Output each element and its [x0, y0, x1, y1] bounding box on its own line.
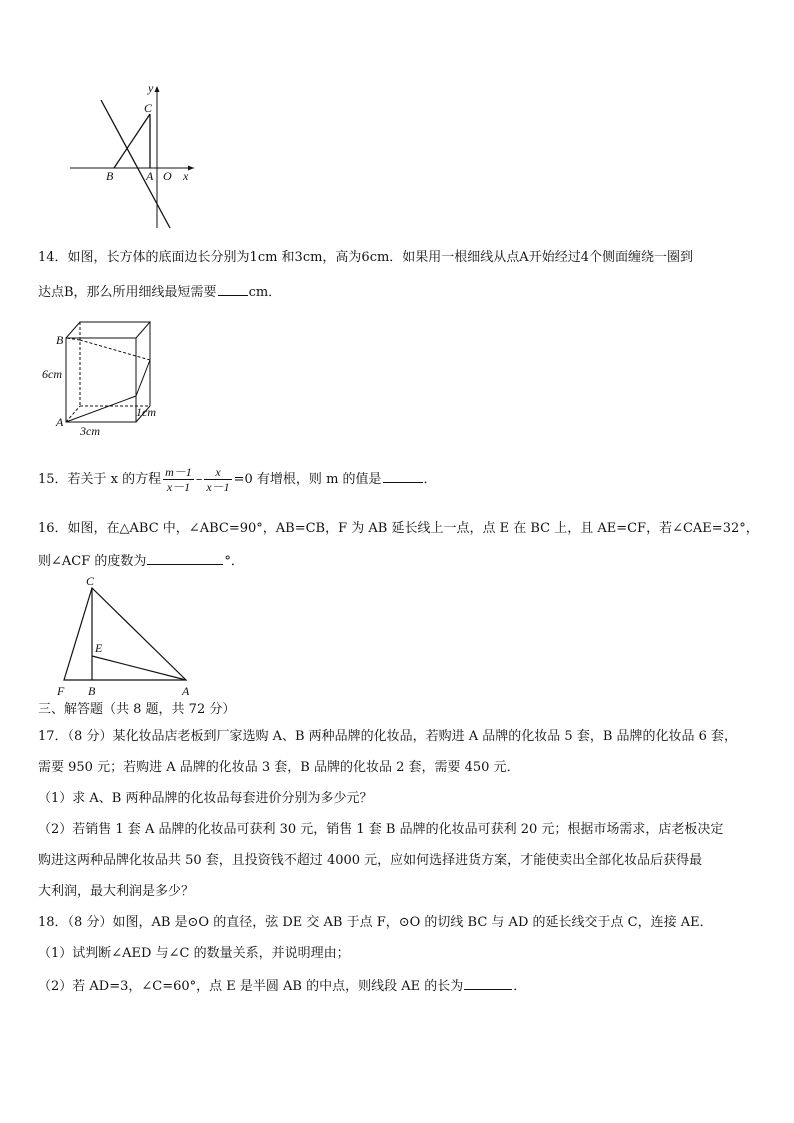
q16-line1: 16．如图，在△ABC 中，∠ABC=90°，AB=CB，F 为 AB 延长线上一点，点 E 在 BC 上，且 AE=CF，若∠CAE=32°，: [38, 521, 759, 536]
string-segment-2: [136, 360, 150, 396]
q15-answer-blank: [383, 468, 423, 483]
cuboid-label-b: B: [56, 333, 64, 347]
q15-mid: =0 有增根，则 m 的值是: [233, 472, 382, 487]
q17-line2: 需要 950 元；若购进 A 品牌的化妆品 3 套，B 品牌的化妆品 2 套，需要 450 元．: [38, 760, 520, 775]
triangle-figure: [54, 574, 200, 700]
q14-line1: 14．如图，长方体的底面边长分别为1cm 和3cm，高为6cm．如果用一根细线从点A开始经过4个侧面缠绕一圈到: [38, 250, 693, 265]
string-segment-3: [80, 340, 150, 360]
q18-part2-end: ．: [513, 979, 527, 994]
q14-line2-text: 达点B，那么所用细线最短需要: [38, 285, 217, 300]
q15-fraction-1: [163, 465, 194, 494]
q18-line1: 18．（8 分）如图，AB 是⊙O 的直径，弦 DE 交 AB 于点 F，⊙O 的切线 BC 与 AD 的延长线交于点 C，连接 AE．: [38, 915, 713, 930]
label-o: O: [163, 169, 172, 183]
y-axis-arrow: [155, 86, 160, 92]
q15-frac2-numerator: x: [204, 465, 231, 480]
q18-answer-blank: [464, 975, 512, 990]
q17-line1: 17．（8 分）某化妆品店老板到厂家选购 A、B 两种品牌的化妆品，若购进 A 品牌的化妆品 5 套，B 品牌的化妆品 6 套，: [38, 729, 738, 744]
q17-part1: （1）求 A、B 两种品牌的化妆品每套进价分别为多少元？: [38, 791, 373, 806]
q17-part2-line2: 购进这两种品牌化妆品共 50 套，且投资钱不超过 4000 元，应如何选择进货方案，才能使卖出全部化妆品后获得最: [38, 853, 703, 868]
q16-line2-text: 则∠ACF 的度数为: [38, 554, 147, 569]
q15-frac2-denominator: x－1: [206, 480, 230, 494]
label-a: A: [146, 169, 154, 183]
cuboid-label-depth: 1cm: [136, 405, 156, 419]
tri-label-c: C: [86, 574, 95, 588]
q18-part2: [38, 975, 526, 997]
label-b: B: [106, 169, 114, 183]
q14-line2: [38, 281, 281, 303]
q15-line: [38, 465, 437, 494]
cuboid-label-a: A: [56, 415, 64, 429]
q18-part2-text: （2）若 AD=3，∠C=60°，点 E 是半圆 AB 的中点，则线段 AE 的长为: [38, 979, 464, 994]
tri-label-a: A: [182, 684, 190, 698]
tri-label-e: E: [95, 641, 103, 655]
segment-ea: [92, 656, 186, 680]
q16-answer-blank: [147, 550, 223, 565]
q15-prefix: 15．若关于 x 的方程: [38, 472, 162, 487]
q15-fraction-2: [204, 465, 231, 494]
q14-line2-end: cm．: [248, 285, 282, 300]
label-c: C: [144, 101, 153, 115]
cuboid-figure: [38, 316, 168, 438]
q15-frac1-numerator: m－1: [165, 465, 192, 479]
q15-frac1-denominator: x－1: [166, 480, 191, 494]
string-segment-1: [66, 396, 136, 422]
tri-label-b: B: [88, 684, 96, 698]
cuboid-top-back: [66, 322, 150, 338]
label-x: x: [183, 169, 189, 183]
tri-label-f: F: [57, 684, 65, 698]
label-y: y: [148, 81, 154, 95]
section-three-heading: 三、解答题（共 8 题，共 72 分）: [38, 702, 236, 717]
q16-line2: [38, 550, 244, 572]
line-through-b: [101, 100, 170, 228]
q15-minus: –: [195, 472, 203, 487]
cuboid-label-width: 3cm: [80, 424, 100, 438]
q17-part2-line3: 大利润，最大利润是多少？: [38, 884, 195, 899]
q17-part2-line1: （2）若销售 1 套 A 品牌的化妆品可获利 30 元，销售 1 套 B 品牌的化妆品可获利 20 元；根据市场需求，店老板决定: [38, 822, 724, 837]
segment-bc: [114, 114, 150, 168]
coordinate-figure: [66, 80, 206, 232]
q18-part1: （1）试判断∠AED 与∠C 的数量关系，并说明理由；: [38, 946, 350, 961]
q16-line2-end: °．: [224, 554, 244, 569]
triangle-fca: [64, 588, 186, 680]
x-axis-arrow: [188, 166, 194, 171]
q14-answer-blank: [218, 281, 248, 296]
q15-end: ．: [423, 472, 437, 487]
cuboid-label-height: 6cm: [42, 367, 62, 381]
